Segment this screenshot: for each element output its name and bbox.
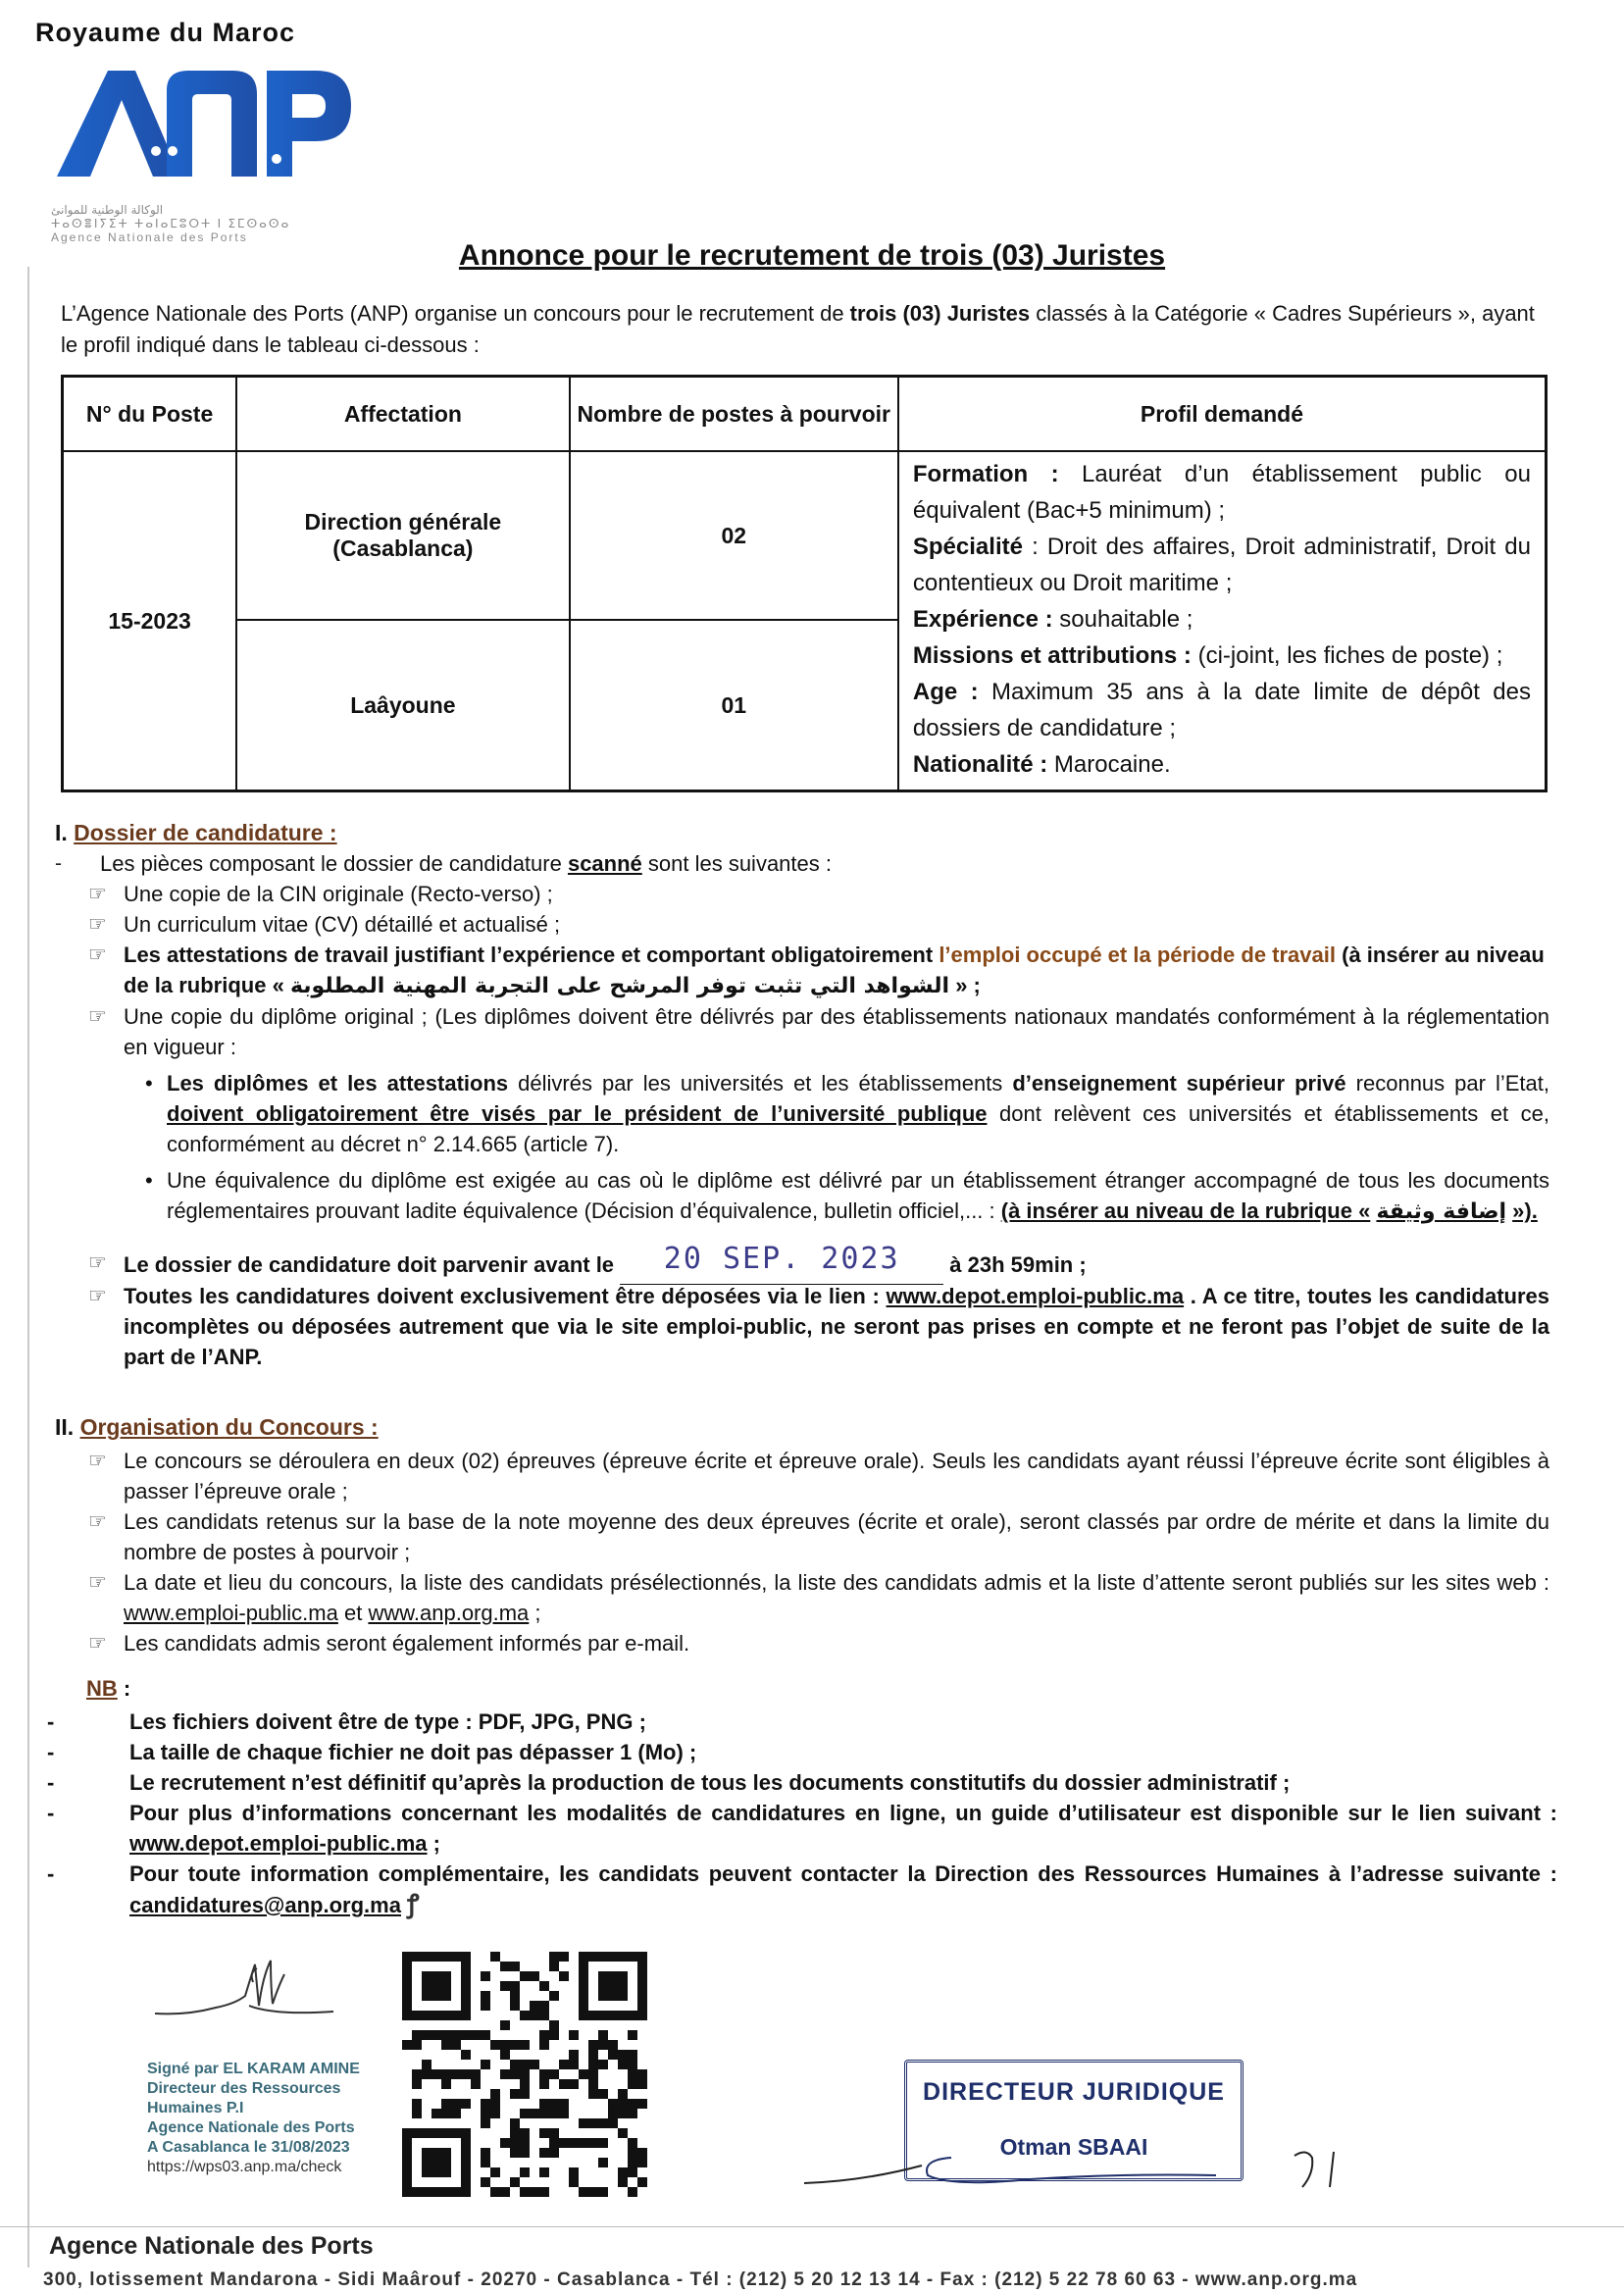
anp-logo-mark	[51, 61, 355, 198]
nb-item: - Pour plus d’informations concernant les modalités de candidatures en ligne, un guide d’utilisateur est disponible sur le lien suivant : www.depot.emploi-public.ma ;	[47, 1801, 1557, 1856]
list-item	[88, 1242, 1549, 1281]
item-text: Le concours se déroulera en deux (02) épreuves (épreuve écrite et épreuve orale). Seuls les candidats ayant réussi l’épreuve écrite sont éligibles à passer l’épreuve orale ;	[124, 1449, 1549, 1504]
stamp-title: DIRECTEUR JURIDIQUE	[923, 2078, 1225, 2106]
missions-value: (ci-joint, les fiches de poste) ;	[1191, 642, 1503, 669]
item-text: La date et lieu du concours, la liste des candidats présélectionnés, la liste des candidats admis et la liste d’attente seront publiés sur les sites web :	[124, 1570, 1549, 1595]
left-margin-rule	[27, 267, 29, 2268]
bullet-text: reconnus par l’Etat,	[1345, 1071, 1550, 1096]
kingdom-heading: Royaume du Maroc	[35, 18, 296, 47]
item-text: Une copie du diplôme original ; (Les diplômes doivent être délivrés par des établissements nationaux mandatés conformément à la réglementation en vigueur :	[124, 1004, 1549, 1059]
signer-role-2: Humaines P.I	[147, 2100, 244, 2116]
list-item	[88, 1506, 1549, 1567]
bullet-item: • Une équivalence du diplôme est exigée au cas où le diplôme est délivré par un établissement étranger accompagné de tous les documents réglementaires prouvant ladite équivalence (Décision d’équivalence, bulletin officiel,... : (à insérer au niveau de la rubrique « إضافة وثيقة »).	[145, 1168, 1549, 1224]
logo-arabic-line: الوكالة الوطنية للموانئ	[51, 203, 164, 217]
header-poste: N° du Poste	[63, 377, 237, 452]
anp-logo	[51, 61, 355, 257]
section-2-heading: Organisation du Concours :	[79, 1414, 379, 1440]
bullet-underlined: doivent obligatoirement être visés par le président de l’université publique	[167, 1101, 988, 1126]
page-title: Annonce pour le recrutement de trois (03) Juristes	[458, 239, 1166, 272]
experience-label: Expérience :	[912, 606, 1053, 633]
section-2-list	[88, 1446, 1549, 1658]
list-item	[88, 1628, 1549, 1658]
item-text: Une copie de la CIN originale (Recto-verso) ;	[124, 882, 553, 906]
qr-code-icon	[402, 1952, 647, 2197]
stamp-signature-stroke	[804, 2118, 1353, 2197]
list-item	[88, 1567, 1549, 1628]
hand-pointer-icon: ☞	[88, 1450, 107, 1472]
hand-pointer-icon: ☞	[88, 1285, 107, 1307]
section-1-heading: Dossier de candidature :	[74, 820, 337, 845]
signature-icon	[147, 1947, 343, 2045]
row-nombre: 02	[570, 451, 898, 620]
nb-label-text: NB	[86, 1676, 118, 1701]
initials-mark: ꝭ	[407, 1889, 420, 1918]
footer-address: 300, lotissement Mandarona - Sidi Maârouf - 20270 - Casablanca - Tél : (212) 5 20 12 13 14 - Fax : (212) 5 22 78 60 63 - www.anp.org.ma	[43, 2269, 1358, 2290]
profile-cell	[898, 451, 1547, 791]
contact-email-link[interactable]: candidatures@anp.org.ma	[129, 1893, 401, 1917]
poste-number: 15-2023	[63, 451, 237, 791]
intro-text-a: L’Agence Nationale des Ports (ANP) organise un concours pour le recrutement de	[61, 301, 850, 326]
nb-colon: :	[117, 1676, 131, 1701]
signed-by: Signé par EL KARAM AMINE	[147, 2061, 360, 2077]
header-affectation: Affectation	[236, 377, 569, 452]
nationalite-label: Nationalité :	[912, 751, 1048, 778]
age-value: Maximum 35 ans à la date limite de dépôt des dossiers de candidature ;	[912, 679, 1532, 741]
section-2-number: II.	[55, 1414, 75, 1440]
positions-table	[61, 375, 1548, 792]
verification-url: https://wps03.anp.ma/check	[147, 2159, 342, 2175]
specialite-label: Spécialité	[912, 534, 1023, 560]
stamp-name: Otman SBAAI	[999, 2134, 1148, 2160]
item-text: Un curriculum vitae (CV) détaillé et actualisé ;	[124, 912, 561, 937]
deadline-date-line	[620, 1242, 943, 1285]
signer-org: Agence Nationale des Ports	[147, 2119, 355, 2136]
bullet-item: • Les diplômes et les attestations délivrés par les universités et les établissements d’enseignement supérieur privé reconnus par l’Etat, doivent obligatoirement être visés par le président de l’université publique dont relèvent ces universités et établissements et ce, conformément au décret n° 2.14.665 (article 7).	[145, 1071, 1550, 1156]
arabic-rubrique: إضافة وثيقة	[1376, 1199, 1507, 1224]
qr-code	[402, 1952, 647, 2197]
nb-item: - Les fichiers doivent être de type : PDF, JPG, PNG ;	[47, 1709, 646, 1734]
section-2	[55, 1412, 1555, 1443]
signer-place-date: A Casablanca le 31/08/2023	[147, 2139, 350, 2156]
list-item	[88, 940, 1549, 1001]
section-1-list	[88, 879, 1549, 1227]
table-header-row	[63, 377, 1547, 452]
depot-text: . A ce titre, toutes les candidatures incomplètes ou déposées autrement que via le site emploi-public, ne seront pas prises en compte et ne feront pas l’objet de suite de la part de l’ANP.	[124, 1284, 1549, 1369]
item-text: Les candidats admis seront également informés par e-mail.	[124, 1631, 690, 1656]
intro-text-b: classés à la Catégorie « Cadres Supérieurs », ayant le profil indiqué dans le tableau ci-dessous :	[61, 301, 1535, 357]
header-nombre: Nombre de postes à pourvoir	[570, 377, 898, 452]
section-2-title	[55, 1412, 1555, 1443]
section-1-intro: - Les pièces composant le dossier de candidature scanné sont les suivantes :	[55, 851, 832, 876]
intro-paragraph	[61, 298, 1551, 361]
nb-text: La taille de chaque fichier ne doit pas dépasser 1 (Mo) ;	[129, 1740, 697, 1764]
nb-text: Pour plus d’informations concernant les modalités de candidatures en ligne, un guide d’utilisateur est disponible sur le lien suivant :	[129, 1801, 1557, 1825]
hand-pointer-icon: ☞	[88, 1251, 107, 1274]
item-text: (à insérer au niveau de la rubrique «	[124, 943, 1545, 997]
nb-label	[86, 1673, 130, 1704]
hand-pointer-icon: ☞	[88, 913, 107, 936]
hand-pointer-icon: ☞	[88, 1005, 107, 1028]
bullet-underlined: (à insérer au niveau de la rubrique «	[1000, 1198, 1371, 1223]
row-affectation: Direction générale (Casablanca)	[236, 451, 569, 620]
nb-text: Le recrutement n’est définitif qu’après la production de tous les documents constitutifs du dossier administratif ;	[129, 1770, 1291, 1795]
list-item	[88, 879, 1549, 909]
list-item	[88, 1001, 1549, 1062]
section-1-deadlines	[88, 1242, 1549, 1372]
item-text: Les attestations de travail justifiant l’expérience et comportant obligatoirement	[124, 943, 939, 967]
bullet-bold: Les diplômes et les attestations	[167, 1071, 509, 1096]
nb-text: ;	[427, 1831, 440, 1856]
section-1	[55, 818, 1555, 879]
deadline-time: à 23h 59min ;	[949, 1252, 1087, 1277]
age-label: Age :	[912, 679, 979, 705]
bullet-bold: d’enseignement supérieur privé	[1012, 1071, 1346, 1096]
header-profil: Profil demandé	[898, 377, 1547, 452]
bullet-text: délivrés par les universités et les établissements	[508, 1071, 1013, 1096]
intro-text-bold: trois (03) Juristes	[849, 301, 1031, 326]
footer-org: Agence Nationale des Ports	[49, 2232, 374, 2260]
signer-role-1: Directeur des Ressources	[147, 2080, 341, 2097]
arabic-rubrique: الشواهد التي تثبت توفر المرشح على التجربة المهنية المطلوبة	[289, 974, 950, 998]
nb-item: - La taille de chaque fichier ne doit pas dépasser 1 (Mo) ;	[47, 1740, 697, 1764]
bullet-underlined: »).	[1512, 1198, 1538, 1223]
list-item	[88, 1446, 1549, 1506]
intro-b: sont les suivantes :	[641, 851, 832, 876]
item-text: Les candidats retenus sur la base de la note moyenne des deux épreuves (écrite et orale), seront classés par ordre de mérite et dans la limite du nombre de postes à pourvoir ;	[124, 1509, 1549, 1564]
intro-a: Les pièces composant le dossier de candidature	[100, 851, 568, 876]
list-item	[88, 909, 1549, 940]
formation-value: Lauréat d’un établissement public ou équivalent (Bac+5 minimum) ;	[912, 461, 1531, 524]
footer-divider	[0, 2226, 1624, 2227]
experience-value: souhaitable ;	[1052, 606, 1193, 633]
bullet-text: Une équivalence du diplôme est exigée au cas où le diplôme est délivré par un établissement étranger accompagné de tous les documents réglementaires prouvant ladite équivalence (Décision d’équivalence, bulletin officiel,... :	[167, 1168, 1549, 1223]
nb-text: Pour toute information complémentaire, les candidats peuvent contacter la Direction des Ressources Humaines à l’adresse suivante :	[129, 1861, 1557, 1886]
table-row	[63, 451, 1547, 620]
row-affectation: Laâyoune	[236, 620, 569, 791]
anp-site-link[interactable]: www.anp.org.ma	[368, 1601, 530, 1625]
specialite-value: : Droit des affaires, Droit administratif, Droit du contentieux ou Droit maritime ;	[912, 534, 1531, 596]
nb-list	[47, 1707, 1557, 1920]
scanne-word: scanné	[567, 851, 642, 876]
guide-link[interactable]: www.depot.emploi-public.ma	[129, 1831, 428, 1856]
hand-pointer-icon: ☞	[88, 943, 107, 966]
list-item	[88, 1281, 1549, 1372]
row-nombre: 01	[570, 620, 898, 791]
depot-link[interactable]: www.depot.emploi-public.ma	[886, 1284, 1185, 1308]
emploi-public-link[interactable]: www.emploi-public.ma	[124, 1601, 338, 1625]
bullet-text: dont relèvent ces universités et établissements et ce, conformément au décret n° 2.14.665 (article 7).	[167, 1101, 1549, 1156]
item-text: et	[337, 1601, 369, 1625]
deadline-date: 20 SEP. 2023	[663, 1242, 900, 1276]
formation-label: Formation :	[912, 461, 1059, 487]
nb-item: - Le recrutement n’est définitif qu’après la production de tous les documents constitutifs du dossier administratif ;	[47, 1770, 1291, 1795]
section-1-number: I.	[55, 820, 68, 845]
nb-item: - Pour toute information complémentaire, les candidats peuvent contacter la Direction des Ressources Humaines à l’adresse suivante : candidatures@anp.org.ma ꝭ	[47, 1861, 1557, 1918]
section-1-title	[55, 818, 1555, 848]
depot-text: Toutes les candidatures doivent exclusivement être déposées via le lien :	[124, 1284, 887, 1308]
hand-pointer-icon: ☞	[88, 1571, 107, 1594]
hand-pointer-icon: ☞	[88, 1510, 107, 1533]
logo-french-line: Agence Nationale des Ports	[51, 230, 248, 244]
hand-pointer-icon: ☞	[88, 1632, 107, 1655]
item-text: ;	[529, 1601, 541, 1625]
digital-signature-block	[147, 2060, 402, 2177]
item-highlight: l’emploi occupé et la période de travail	[939, 943, 1336, 967]
item-text: » ;	[955, 973, 981, 997]
missions-label: Missions et attributions :	[912, 642, 1192, 669]
nationalite-value: Marocaine.	[1047, 751, 1171, 778]
hand-pointer-icon: ☞	[88, 883, 107, 905]
logo-tifinagh-line: ⵜⴰⵙⴻⵏⵢⵉⵜ ⵜⴰⵏⴰⵎⵓⵔⵜ ⵏ ⵉⵎⵙⴰⵙⴰ	[51, 217, 291, 230]
nb-text: Les fichiers doivent être de type : PDF, JPG, PNG ;	[129, 1709, 646, 1734]
deadline-text: Le dossier de candidature doit parvenir avant le	[124, 1252, 615, 1277]
